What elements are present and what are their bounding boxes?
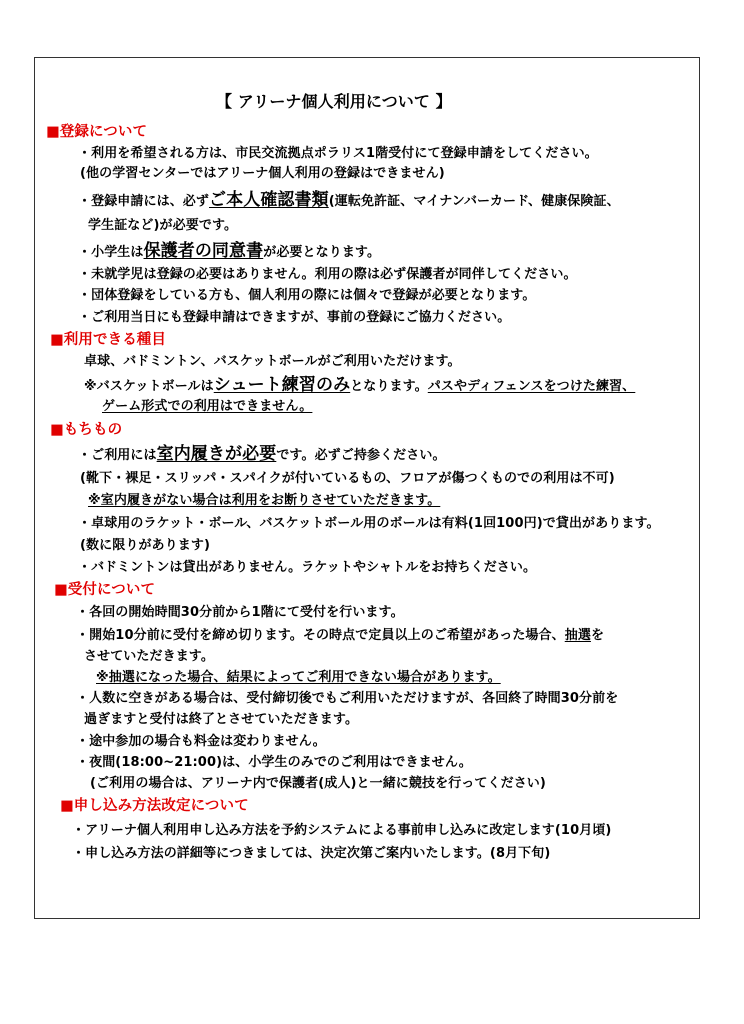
items-line-1: ・ご利用には室内履きが必要です。必ずご持参ください。 <box>78 444 446 464</box>
reception-line-3: させていただきます。 <box>84 649 214 664</box>
page-title: 【 アリーナ個人利用について 】 <box>216 92 452 111</box>
registration-line-5: ・小学生は保護者の同意書が必要となります。 <box>78 241 381 261</box>
registration-line-2: (他の学習センターではアリーナ個人利用の登録はできません) <box>80 166 445 181</box>
registration-line-6: ・未就学児は登録の必要はありません。利用の際は必ず保護者が同伴してください。 <box>78 267 577 282</box>
consent-form-emphasis: 保護者の同意書 <box>143 241 264 261</box>
reception-line-6: 過ぎますと受付は終了とさせていただきます。 <box>84 712 359 727</box>
registration-line-3: ・登録申請には、必ずご本人確認書類(運転免許証、マイナンバーカード、健康保険証、 <box>78 190 620 210</box>
items-line-2: (靴下・裸足・スリッパ・スパイクが付いているもの、フロアが傷つくものでの利用は不可) <box>80 471 615 486</box>
reception-line-5: ・人数に空きがある場合は、受付締切後でもご利用いただけますが、各回終了時間30分前を <box>76 691 619 706</box>
sports-line-2: ※バスケットボールはシュート練習のみとなります。パスやディフェンスをつけた練習、 <box>84 375 636 395</box>
items-line-6: ・バドミントンは貸出がありません。ラケットやシャトルをお持ちください。 <box>78 560 537 575</box>
reception-line-2: ・開始10分前に受付を締め切ります。その時点で定員以上のご希望があった場合、抽選を <box>76 628 605 643</box>
application-line-1: ・アリーナ個人利用申し込み方法を予約システムによる事前申し込みに改定します(10月頃) <box>72 823 612 838</box>
reception-line-9: (ご利用の場合は、アリーナ内で保護者(成人)と一緒に競技を行ってください) <box>90 776 546 791</box>
items-line-3: ※室内履きがない場合は利用をお断りさせていただきます。 <box>88 493 441 508</box>
sports-line-1: 卓球、バドミントン、バスケットボールがご利用いただけます。 <box>84 354 461 369</box>
items-line-5: (数に限りがあります) <box>80 538 210 553</box>
shoot-practice-emphasis: シュート練習のみ <box>213 375 351 395</box>
section-heading-reception: ■受付について <box>54 582 156 598</box>
indoor-shoes-emphasis: 室内履きが必要 <box>156 444 277 464</box>
reception-line-4: ※抽選になった場合、結果によってご利用できない場合があります。 <box>96 670 501 685</box>
section-heading-sports: ■利用できる種目 <box>50 332 166 348</box>
reception-line-7: ・途中参加の場合も料金は変わりません。 <box>76 734 326 749</box>
lottery-emphasis: 抽選 <box>564 628 591 643</box>
items-line-4: ・卓球用のラケット・ボール、バスケットボール用のボールは有料(1回100円)で貸出があります。 <box>78 516 660 531</box>
sports-line-3: ゲーム形式での利用はできません。 <box>102 399 313 414</box>
section-heading-items: ■もちもの <box>50 422 123 438</box>
section-heading-registration: ■登録について <box>46 124 148 140</box>
application-line-2: ・申し込み方法の詳細等につきましては、決定次第ご案内いたします。(8月下旬) <box>72 846 551 861</box>
registration-line-1: ・利用を希望される方は、市民交流拠点ポラリス1階受付にて登録申請をしてください。 <box>78 146 598 161</box>
section-heading-application: ■申し込み方法改定について <box>60 798 249 814</box>
registration-line-7: ・団体登録をしている方も、個人利用の際には個々で登録が必要となります。 <box>78 288 536 303</box>
registration-line-8: ・ご利用当日にも登録申請はできますが、事前の登録にご協力ください。 <box>78 310 511 325</box>
id-document-emphasis: ご本人確認書類 <box>209 190 329 210</box>
reception-line-1: ・各回の開始時間30分前から1階にて受付を行います。 <box>76 605 404 620</box>
registration-line-4: 学生証など)が必要です。 <box>88 218 238 233</box>
reception-line-8: ・夜間(18:00~21:00)は、小学生のみでのご利用はできません。 <box>76 755 472 770</box>
